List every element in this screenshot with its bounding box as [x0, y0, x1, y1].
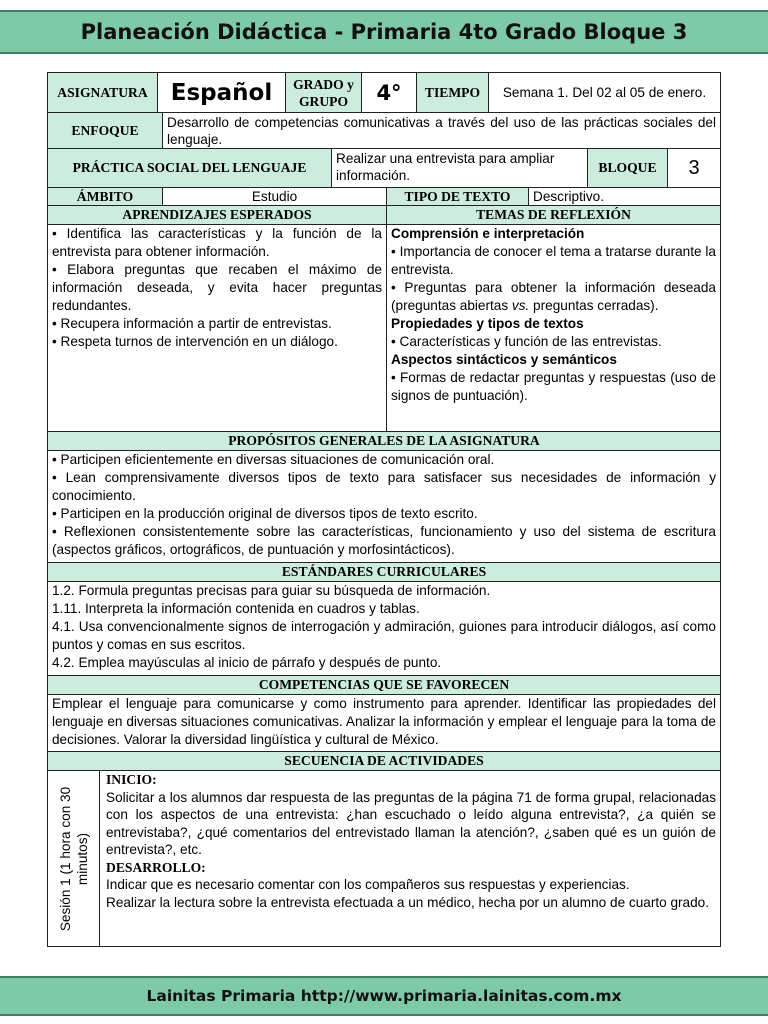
secuencia-content	[100, 771, 720, 946]
row-asignatura	[48, 73, 720, 113]
desarrollo-text: Realizar la lectura sobre la entrevista efectuada a un médico, hecha por un alumno de cuarto grado.	[106, 894, 710, 910]
temas-title: TEMAS DE REFLEXIÓN	[387, 206, 720, 225]
bloque-label: BLOQUE	[588, 149, 668, 187]
temas-column	[387, 206, 720, 431]
estandares-title: ESTÁNDARES CURRICULARES	[48, 563, 720, 582]
footer-banner	[0, 976, 768, 1016]
inicio-text: Solicitar a los alumnos dar respuesta de las preguntas de la página 71 de forma grupal, relacionadas con los aspectos de una entrevista: ¿han escuchado o leído alguna entrevista?, ¿a quién se entrevistaba?, ¿qué comentarios del entrevistado llaman la atención?, ¿saben qué es un guión de entrevista?, etc.	[106, 789, 716, 857]
row-practica	[48, 149, 720, 188]
estandar-item: 1.2. Formula preguntas precisas para guiar su búsqueda de información.	[52, 583, 491, 598]
estandares-list	[48, 582, 720, 672]
aprendizajes-column	[48, 206, 387, 431]
aprendizaje-item: • Elabora preguntas que recaben el máximo de información deseada, y evita hacer preguntas redundantes.	[52, 262, 382, 313]
temas-item: • Importancia de conocer el tema a tratarse durante la entrevista.	[391, 244, 716, 277]
proposito-item: • Reflexionen consistentemente sobre las características, funcionamiento y uso del sistema de escritura (aspectos gráficos, ortográficos, de puntuación y morfosintácticos).	[52, 524, 716, 557]
ambito-value: Estudio	[163, 188, 387, 205]
page-title-banner	[0, 10, 768, 54]
footer-text[interactable]: Lainitas Primaria http://www.primaria.lainitas.com.mx	[146, 987, 622, 1005]
temas-list	[387, 225, 720, 405]
desarrollo-label: DESARROLLO:	[106, 859, 206, 875]
section-competencias	[48, 676, 720, 752]
secuencia-title: SECUENCIA DE ACTIVIDADES	[48, 752, 720, 771]
planning-table	[47, 72, 721, 947]
grado-label: GRADO y GRUPO	[286, 73, 362, 112]
session-label-cell	[48, 771, 100, 946]
temas-item: • Preguntas para obtener la información deseada (preguntas abiertas vs. preguntas cerradas).	[391, 280, 716, 313]
enfoque-value: Desarrollo de competencias comunicativas a través del uso de las prácticas sociales del lenguaje.	[167, 115, 716, 147]
practica-value: Realizar una entrevista para ampliar información.	[332, 149, 588, 187]
temas-item: • Características y función de las entrevistas.	[391, 334, 662, 349]
session-label: Sesión 1 (1 hora con 30 minutos)	[57, 786, 90, 931]
tipo-texto-value: Descriptivo.	[533, 189, 605, 204]
propositos-title: PROPÓSITOS GENERALES DE LA ASIGNATURA	[48, 432, 720, 451]
estandar-item: 4.1. Usa convencionalmente signos de interrogación y admiración, guiones para introducir diálogos, así como puntos y comas en sus escritos.	[52, 619, 716, 652]
ambito-label: ÁMBITO	[48, 188, 163, 205]
tiempo-label: TIEMPO	[417, 73, 489, 112]
grado-value: 4°	[362, 73, 417, 112]
temas-item: • Formas de redactar preguntas y respuestas (uso de signos de puntuación).	[391, 370, 716, 403]
estandar-item: 4.2. Emplea mayúsculas al inicio de párrafo y después de punto.	[52, 655, 442, 670]
bloque-value: 3	[688, 157, 700, 179]
estandar-item: 1.11. Interpreta la información contenida en cuadros y tablas.	[52, 601, 420, 616]
competencias-text: Emplear el lenguaje para comunicarse y como instrumento para aprender. Identificar las propiedades del lenguaje en diversas situaciones comunicativas. Analizar la información y emplear el lenguaje para la toma de decisiones. Valorar la diversidad lingüística y cultural de México.	[52, 696, 716, 747]
desarrollo-text: Indicar que es necesario comentar con los compañeros sus respuestas y experiencias.	[106, 877, 630, 892]
asignatura-label: ASIGNATURA	[48, 73, 158, 112]
aprendizaje-item: • Identifica las características y la función de la entrevista para obtener información.	[52, 226, 382, 259]
practica-label: PRÁCTICA SOCIAL DEL LENGUAJE	[48, 149, 332, 187]
temas-heading: Comprensión e interpretación	[391, 226, 585, 241]
section-estandares	[48, 563, 720, 676]
asignatura-value: Español	[158, 73, 286, 112]
secuencia-body	[48, 771, 720, 946]
competencias-title: COMPETENCIAS QUE SE FAVORECEN	[48, 676, 720, 695]
section-secuencia	[48, 752, 720, 946]
inicio-label: INICIO:	[106, 772, 157, 787]
temas-heading: Propiedades y tipos de textos	[391, 316, 584, 331]
enfoque-label: ENFOQUE	[48, 113, 163, 148]
aprendizajes-list	[48, 225, 386, 351]
temas-heading: Aspectos sintácticos y semánticos	[391, 352, 617, 367]
tiempo-value: Semana 1. Del 02 al 05 de enero.	[502, 85, 707, 100]
row-aprendizajes-temas	[48, 206, 720, 432]
row-ambito	[48, 188, 720, 206]
page-title: Planeación Didáctica - Primaria 4to Grado Bloque 3	[80, 20, 688, 44]
aprendizaje-item: • Respeta turnos de intervención en un diálogo.	[52, 334, 338, 349]
aprendizajes-title: APRENDIZAJES ESPERADOS	[48, 206, 386, 225]
proposito-item: • Participen en la producción original de diversos tipos de texto escrito.	[52, 506, 478, 521]
aprendizaje-item: • Recupera información a partir de entrevistas.	[52, 316, 332, 331]
propositos-list	[48, 451, 720, 559]
proposito-item: • Participen eficientemente en diversas situaciones de comunicación oral.	[52, 452, 495, 467]
tipo-texto-label: TIPO DE TEXTO	[387, 188, 529, 205]
proposito-item: • Lean comprensivamente diversos tipos de texto para satisfacer sus necesidades de información y conocimiento.	[52, 470, 716, 503]
section-propositos	[48, 432, 720, 563]
row-enfoque	[48, 113, 720, 149]
